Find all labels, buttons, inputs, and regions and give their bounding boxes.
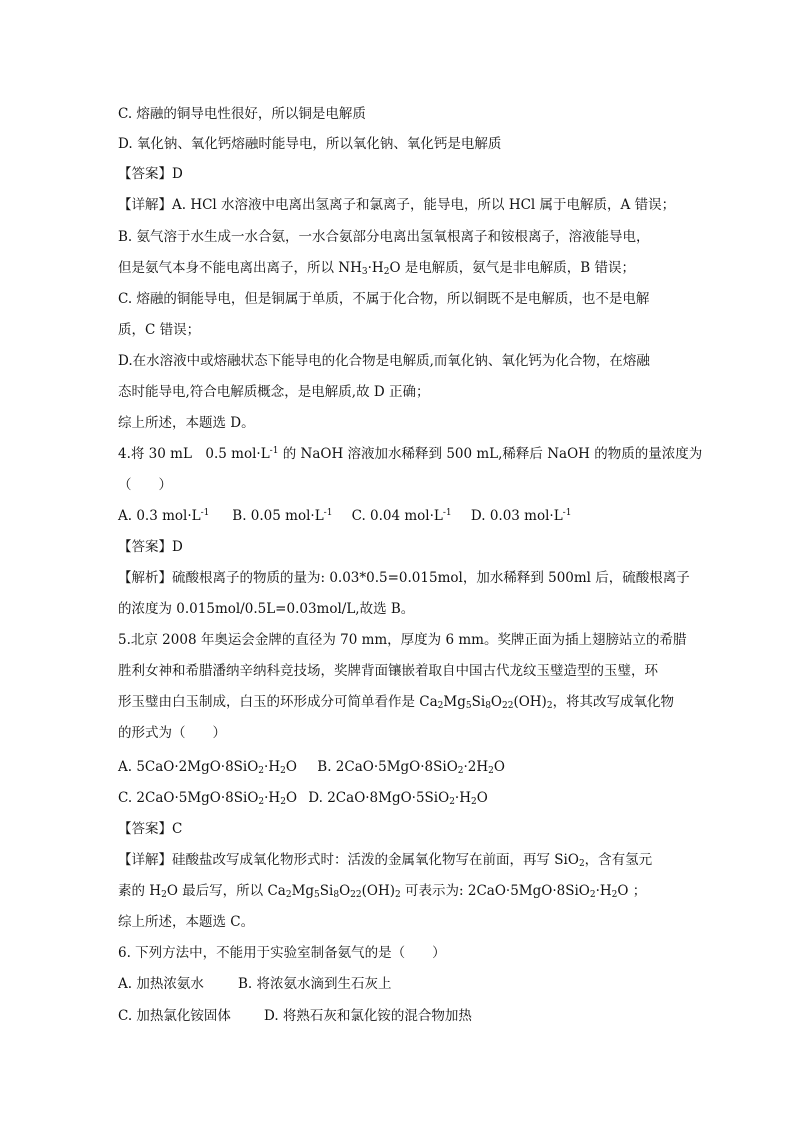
- q5-options-row2: [118, 788, 678, 808]
- q3-option-d: D. 氧化钠、氧化钙熔融时能导电，所以氧化钠、氧化钙是电解质: [118, 136, 502, 152]
- q5-summary: 综上所述，本题选 C。: [118, 914, 255, 930]
- q5-stem-4: 的形式为（ ）: [118, 725, 226, 741]
- q4-option-c: C. 0.04 $mol\cdot L^{-1}$: [351, 508, 452, 524]
- q3-explanation-c2: 质，C 错误；: [118, 322, 201, 338]
- q5-option-a: A. $5CaO\cdot 2MgO\cdot 8SiO_2\cdot H_2O$: [118, 759, 297, 776]
- q4-analysis-2: 的浓度为 0.015mol/0.5L=0.03mol/L,故选 B。: [118, 601, 415, 617]
- q5-answer: 【答案】C: [118, 821, 183, 837]
- q4-answer: 【答案】D: [118, 539, 183, 555]
- q3-explanation-c1: C. 熔融的铜能导电，但是铜属于单质，不属于化合物，所以铜既不是电解质，也不是电解: [118, 291, 650, 307]
- q4-options: [118, 506, 678, 526]
- q5-stem-1: 5.北京 2008 年奥运会金牌的直径为 70 mm，厚度为 6 mm。奖牌正面为插上翅膀站立的希腊: [118, 632, 687, 648]
- q5-option-b: B. $2CaO\cdot 5MgO\cdot 8SiO_2\cdot 2H_2O$: [317, 759, 505, 776]
- q4-stem-blank: （ ）: [118, 477, 172, 493]
- q3-answer: 【答案】D: [118, 166, 183, 182]
- q6-option-b: B. 将浓氨水滴到生石灰上: [238, 976, 392, 992]
- q3-option-c: C. 熔融的铜导电性很好，所以铜是电解质: [118, 106, 366, 122]
- q5-explanation-1: 【详解】硅酸盐改写成氧化物形式时：活泼的金属氧化物写在前面，再写 SiO$_2$，含有氢元: [118, 852, 653, 869]
- q4-option-b: B. 0.05 $mol\cdot L^{-1}$: [232, 508, 333, 524]
- q6-options-row1: [118, 974, 678, 994]
- q3-explanation-d2: 态时能导电,符合电解质概念，是电解质,故 D 正确；: [118, 384, 430, 400]
- q5-options-row1: [118, 757, 678, 777]
- q5-explanation-2: 素的 $H_2O$ 最后写，所以 $Ca_2Mg_5Si_8O_{22}(OH)_2$ 可表示为: $2CaO\cdot 5MgO\cdot 8SiO_2\cdot H_2O$ ；: [118, 883, 647, 900]
- q3-explanation-b2: 但是氨气本身不能电离出离子，所以 $NH_3\cdot H_2O$ 是电解质，氨气是非电解质，B 错误；: [118, 260, 636, 277]
- q6-options-row2: [118, 1006, 678, 1026]
- q4-option-a: A. 0.3 $mol\cdot L^{-1}$: [118, 508, 210, 524]
- q6-option-c: C. 加热氯化铵固体: [118, 1008, 231, 1024]
- q5-option-c: C. $2CaO\cdot 5MgO\cdot 8SiO_2\cdot H_2O$: [118, 790, 298, 807]
- q4-option-d: D. 0.03 $mol\cdot L^{-1}$: [470, 508, 572, 524]
- q3-summary: 综上所述，本题选 D。: [118, 415, 255, 431]
- q5-stem-2: 胜利女神和希腊潘纳辛纳科竞技场，奖牌背面镶嵌着取自中国古代龙纹玉璧造型的玉璧，环: [118, 663, 658, 679]
- q4-analysis-1: 【解析】硫酸根离子的物质的量为: 0.03*0.5=0.015mol，加水稀释到 500ml 后，硫酸根离子: [118, 570, 690, 586]
- q5-stem-3: 形玉璧由白玉制成，白玉的环形成分可简单看作是 $Ca_2Mg_5Si_8O_{22}(OH)_2$，将其改写成氧化物: [118, 694, 675, 711]
- q3-explanation-a: 【详解】A. HCl 水溶液中电离出氢离子和氯离子，能导电，所以 HCl 属于电解质，A 错误；: [118, 197, 676, 213]
- q6-option-d: D. 将熟石灰和氯化铵的混合物加热: [264, 1008, 472, 1024]
- q5-option-d: D. $2CaO\cdot 8MgO\cdot 5SiO_2\cdot H_2O$: [308, 790, 488, 807]
- q3-explanation-b1: B. 氨气溶于水生成一水合氨，一水合氨部分电离出氢氧根离子和铵根离子，溶液能导电，: [118, 229, 650, 245]
- q6-stem: 6. 下列方法中，不能用于实验室制备氨气的是（ ）: [118, 945, 446, 961]
- q4-stem: 4.将 30 mL 0.5 $mol\cdot L^{-1}$ 的 NaOH 溶液加水稀释到 500 mL,稀释后 NaOH 的物质的量浓度为: [118, 446, 703, 462]
- q6-option-a: A. 加热浓氨水: [118, 976, 204, 992]
- q3-explanation-d1: D.在水溶液中或熔融状态下能导电的化合物是电解质,而氧化钠、氧化钙为化合物，在熔融: [118, 353, 650, 369]
